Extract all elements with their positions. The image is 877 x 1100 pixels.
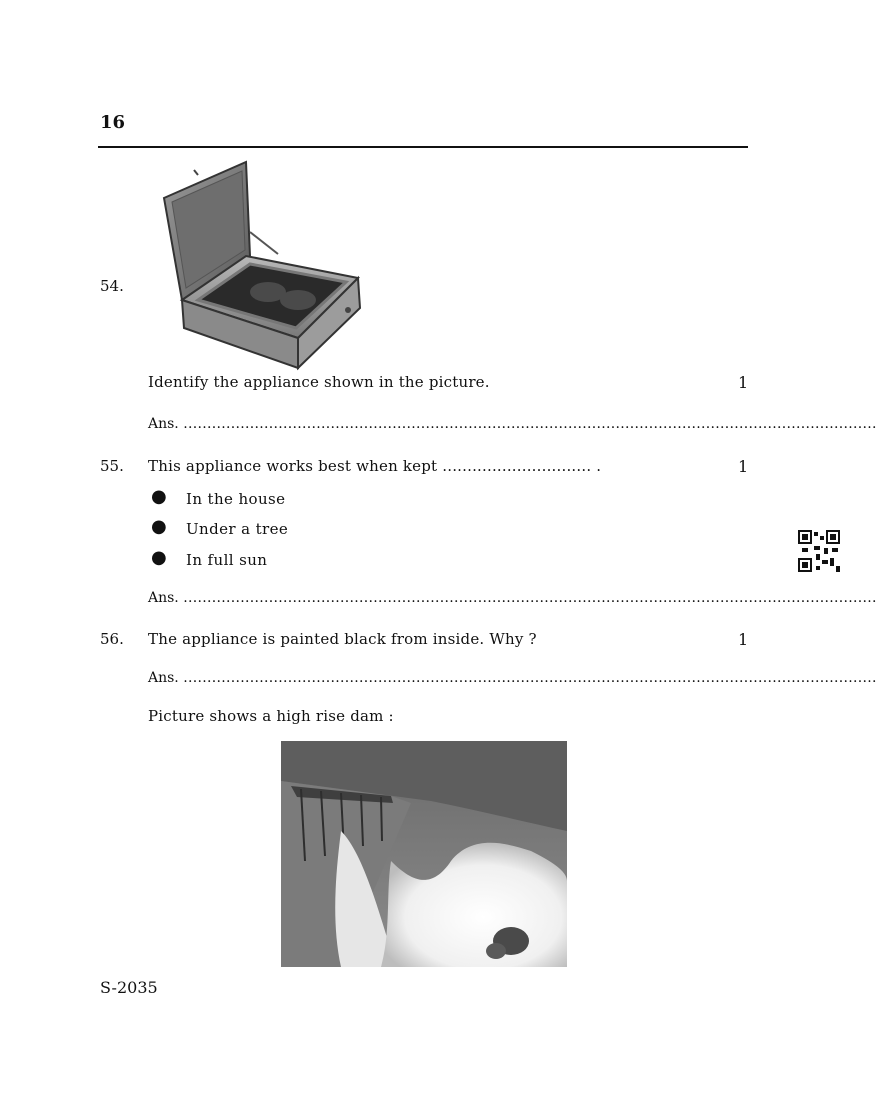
question-55-text: This appliance works best when kept .............................. . (148, 457, 602, 475)
question-56-number: 56. (100, 630, 124, 648)
option-in-full-sun: In full sun (186, 551, 268, 569)
solar-cooker-image (158, 160, 368, 370)
question-54-marks: 1 (738, 373, 749, 392)
page-number: 16 (100, 112, 126, 133)
header-rule (98, 146, 748, 148)
answer-dots: .................................................................................................................................................. (183, 416, 877, 432)
question-54-text: Identify the appliance shown in the picture. (148, 373, 490, 391)
question-55-marks: 1 (738, 457, 749, 476)
dam-image (281, 741, 567, 967)
qr-code-icon (798, 530, 840, 572)
option-under-a-tree: Under a tree (186, 520, 289, 538)
question-54-answer-line[interactable] (148, 416, 877, 432)
bullet-icon: ● (151, 516, 167, 537)
answer-label: Ans. (148, 590, 179, 606)
answer-dots: .................................................................................................................................................. (183, 590, 877, 606)
answer-dots: .................................................................................................................................................. (183, 670, 877, 686)
question-55-number: 55. (100, 457, 124, 475)
bullet-icon: ● (151, 547, 167, 568)
question-56-text: The appliance is painted black from inside. Why ? (148, 630, 537, 648)
question-55-answer-line[interactable] (148, 590, 877, 606)
bullet-icon: ● (151, 486, 167, 507)
question-56-answer-line[interactable] (148, 670, 877, 686)
paper-code: S-2035 (100, 978, 158, 997)
answer-label: Ans. (148, 416, 179, 432)
answer-label: Ans. (148, 670, 179, 686)
question-56-marks: 1 (738, 630, 749, 649)
question-54-number: 54. (100, 277, 124, 295)
option-in-the-house: In the house (186, 490, 286, 508)
dam-caption: Picture shows a high rise dam : (148, 707, 394, 725)
